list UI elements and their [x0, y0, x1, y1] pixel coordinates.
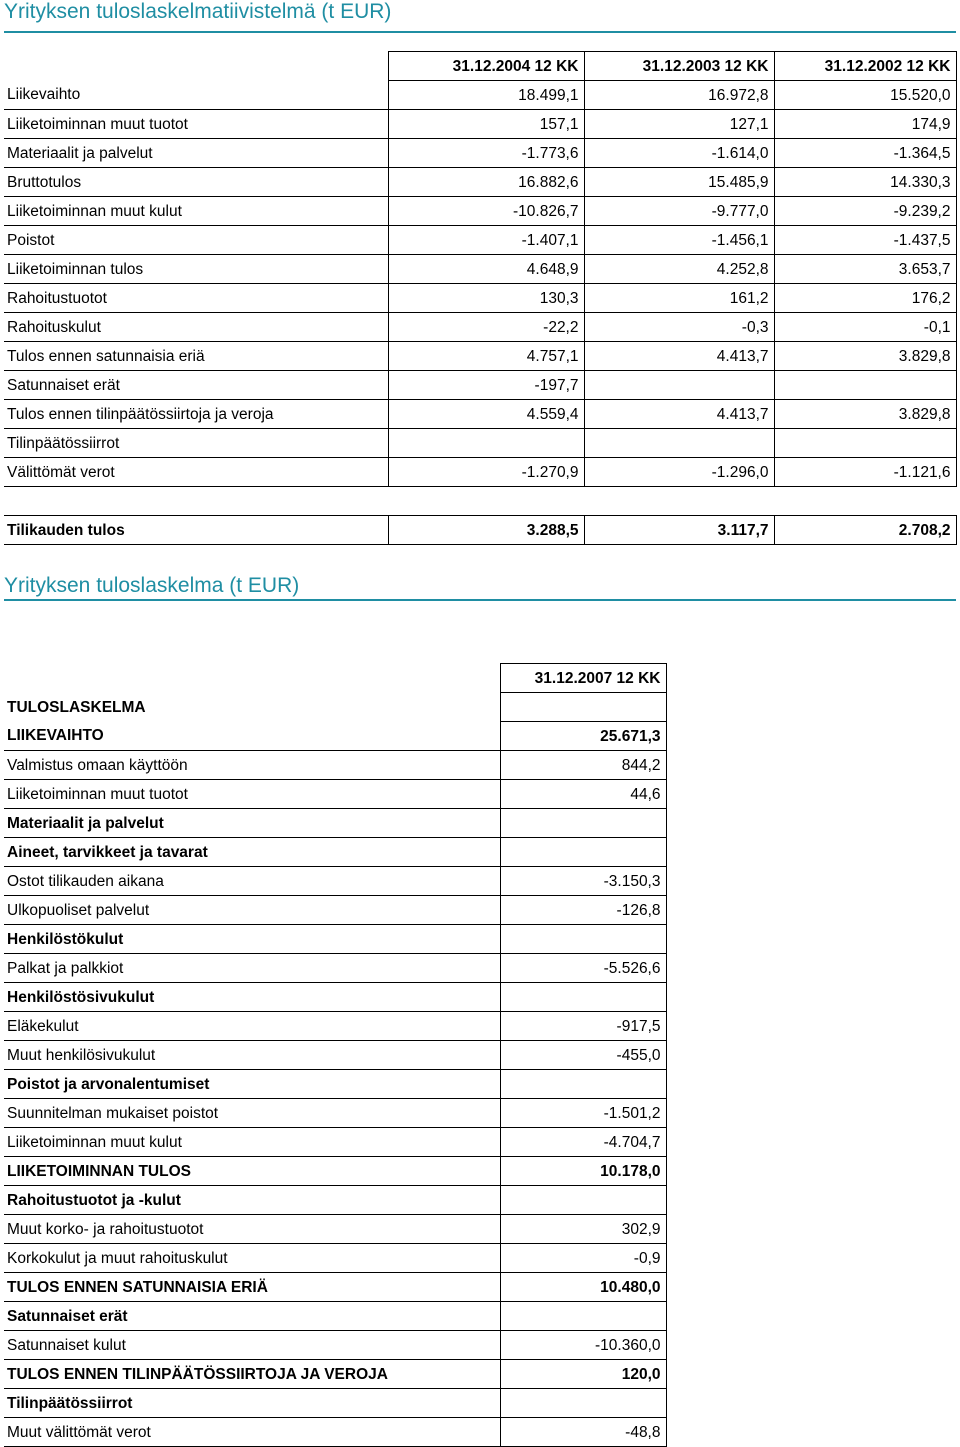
row-label: Ostot tilikauden aikana: [4, 867, 500, 896]
summary-row: [4, 197, 956, 226]
row-value: [500, 983, 666, 1012]
statement-row: [4, 722, 666, 751]
spacer-cell: [774, 487, 956, 516]
statement-row: [4, 1302, 666, 1331]
row-label: Liiketoiminnan muut kulut: [4, 1128, 500, 1157]
row-value: [584, 371, 774, 400]
row-value: -0,1: [774, 313, 956, 342]
summary-column-header: 31.12.2004 12 KK: [388, 52, 584, 81]
row-value: -1.614,0: [584, 139, 774, 168]
row-label: Liiketoiminnan muut kulut: [4, 197, 388, 226]
row-value: 161,2: [584, 284, 774, 313]
row-label: Valmistus omaan käyttöön: [4, 751, 500, 780]
row-label: Henkilöstökulut: [4, 925, 500, 954]
summary-column-header: 31.12.2002 12 KK: [774, 52, 956, 81]
row-label: Suunnitelman mukaiset poistot: [4, 1099, 500, 1128]
row-value: 44,6: [500, 780, 666, 809]
row-value: -1.121,6: [774, 458, 956, 487]
row-label: Poistot: [4, 226, 388, 255]
statement-row: [4, 925, 666, 954]
row-label: Muut korko- ja rahoitustuotot: [4, 1215, 500, 1244]
row-value: -9.239,2: [774, 197, 956, 226]
row-value: 176,2: [774, 284, 956, 313]
row-value: [500, 1070, 666, 1099]
statement-row: [4, 1273, 666, 1302]
row-value: [774, 429, 956, 458]
row-label: TULOS ENNEN SATUNNAISIA ERIÄ: [4, 1273, 500, 1302]
spacer-cell: [388, 487, 584, 516]
summary-row: [4, 313, 956, 342]
statement-row: [4, 954, 666, 983]
row-value: [388, 429, 584, 458]
statement-column-header: 31.12.2007 12 KK: [500, 664, 666, 693]
row-label: Palkat ja palkkiot: [4, 954, 500, 983]
row-value: 4.413,7: [584, 400, 774, 429]
row-label: Tilinpäätössiirrot: [4, 429, 388, 458]
statement-title: Yrityksen tuloslaskelma (t EUR): [4, 574, 300, 597]
row-value: [500, 1302, 666, 1331]
row-label: Satunnaiset erät: [4, 1302, 500, 1331]
row-value: 127,1: [584, 110, 774, 139]
spacer-cell: [584, 487, 774, 516]
statement-row: [4, 1186, 666, 1215]
row-value: 4.413,7: [584, 342, 774, 371]
row-value: 15.485,9: [584, 168, 774, 197]
row-value: [500, 838, 666, 867]
summary-row: [4, 168, 956, 197]
row-label: Rahoituskulut: [4, 313, 388, 342]
summary-spacer-row: [4, 487, 956, 516]
row-label: Henkilöstösivukulut: [4, 983, 500, 1012]
statement-row: [4, 1128, 666, 1157]
statement-table: [4, 663, 667, 1447]
statement-row: [4, 1360, 666, 1389]
row-value: -4.704,7: [500, 1128, 666, 1157]
row-value: 10.480,0: [500, 1273, 666, 1302]
summary-row: [4, 371, 956, 400]
row-value: [500, 809, 666, 838]
summary-row: [4, 429, 956, 458]
row-value: 4.757,1: [388, 342, 584, 371]
summary-row: [4, 81, 956, 110]
statement-title-rule: [4, 599, 956, 601]
row-label: Tulos ennen satunnaisia eriä: [4, 342, 388, 371]
row-value: 10.178,0: [500, 1157, 666, 1186]
statement-row: [4, 1331, 666, 1360]
row-value: -9.777,0: [584, 197, 774, 226]
summary-row: [4, 110, 956, 139]
row-label: Poistot ja arvonalentumiset: [4, 1070, 500, 1099]
row-label: Bruttotulos: [4, 168, 388, 197]
row-label: Eläkekulut: [4, 1012, 500, 1041]
row-value: -48,8: [500, 1418, 666, 1447]
statement-header-row: [4, 664, 666, 693]
row-value: 16.882,6: [388, 168, 584, 197]
row-value: -5.526,6: [500, 954, 666, 983]
row-value: [584, 429, 774, 458]
row-value: -1.773,6: [388, 139, 584, 168]
statement-row: [4, 1418, 666, 1447]
row-value: -455,0: [500, 1041, 666, 1070]
statement-row: [4, 693, 666, 722]
row-label: Liikevaihto: [4, 81, 388, 110]
total-label: Tilikauden tulos: [4, 516, 388, 545]
summary-column-header: 31.12.2003 12 KK: [584, 52, 774, 81]
row-label: Satunnaiset kulut: [4, 1331, 500, 1360]
row-label: Muut välittömät verot: [4, 1418, 500, 1447]
row-value: 3.829,8: [774, 400, 956, 429]
row-label: Satunnaiset erät: [4, 371, 388, 400]
summary-header-row: [4, 52, 956, 81]
row-value: 4.648,9: [388, 255, 584, 284]
summary-row: [4, 342, 956, 371]
summary-title: Yrityksen tuloslaskelmatiivistelmä (t EUR): [4, 0, 392, 23]
row-value: -10.360,0: [500, 1331, 666, 1360]
statement-row: [4, 1041, 666, 1070]
row-value: 4.252,8: [584, 255, 774, 284]
summary-row: [4, 284, 956, 313]
statement-row: [4, 896, 666, 925]
total-value: 2.708,2: [774, 516, 956, 545]
row-value: 15.520,0: [774, 81, 956, 110]
row-value: -3.150,3: [500, 867, 666, 896]
statement-row: [4, 838, 666, 867]
row-label: Muut henkilösivukulut: [4, 1041, 500, 1070]
row-value: [500, 1389, 666, 1418]
statement-row: [4, 780, 666, 809]
row-value: [774, 371, 956, 400]
row-value: 25.671,3: [500, 722, 666, 751]
row-value: -1.407,1: [388, 226, 584, 255]
row-value: 157,1: [388, 110, 584, 139]
statement-row: [4, 1099, 666, 1128]
row-value: 130,3: [388, 284, 584, 313]
row-value: -1.364,5: [774, 139, 956, 168]
statement-row: [4, 1389, 666, 1418]
statement-row: [4, 1215, 666, 1244]
row-value: 302,9: [500, 1215, 666, 1244]
statement-row: [4, 1244, 666, 1273]
row-label: LIIKEVAIHTO: [4, 722, 500, 751]
row-value: [500, 1186, 666, 1215]
row-value: 120,0: [500, 1360, 666, 1389]
row-value: -917,5: [500, 1012, 666, 1041]
row-value: -0,3: [584, 313, 774, 342]
total-value: 3.288,5: [388, 516, 584, 545]
row-value: -22,2: [388, 313, 584, 342]
row-value: -126,8: [500, 896, 666, 925]
summary-row: [4, 400, 956, 429]
row-value: [500, 925, 666, 954]
statement-header-blank: [4, 664, 500, 693]
row-label: Materiaalit ja palvelut: [4, 809, 500, 838]
row-label: Tilinpäätössiirrot: [4, 1389, 500, 1418]
row-value: -0,9: [500, 1244, 666, 1273]
statement-row: [4, 867, 666, 896]
row-value: -1.437,5: [774, 226, 956, 255]
total-value: 3.117,7: [584, 516, 774, 545]
statement-row: [4, 1157, 666, 1186]
row-value: -197,7: [388, 371, 584, 400]
summary-row: [4, 458, 956, 487]
statement-row: [4, 809, 666, 838]
row-label: Rahoitustuotot ja -kulut: [4, 1186, 500, 1215]
row-label: Rahoitustuotot: [4, 284, 388, 313]
row-value: -1.270,9: [388, 458, 584, 487]
row-value: 16.972,8: [584, 81, 774, 110]
row-label: Liiketoiminnan muut tuotot: [4, 780, 500, 809]
summary-header-blank: [4, 52, 388, 81]
spacer-cell: [4, 487, 388, 516]
row-label: Välittömät verot: [4, 458, 388, 487]
row-value: 3.829,8: [774, 342, 956, 371]
summary-table: [4, 51, 957, 545]
row-value: -1.501,2: [500, 1099, 666, 1128]
row-label: Liiketoiminnan muut tuotot: [4, 110, 388, 139]
row-label: Korkokulut ja muut rahoituskulut: [4, 1244, 500, 1273]
row-label: LIIKETOIMINNAN TULOS: [4, 1157, 500, 1186]
row-value: -1.456,1: [584, 226, 774, 255]
row-label: TULOSLASKELMA: [7, 698, 146, 716]
statement-row: [4, 751, 666, 780]
row-value: 4.559,4: [388, 400, 584, 429]
summary-total-row: [4, 516, 956, 545]
summary-title-rule: [4, 31, 956, 33]
row-value: 844,2: [500, 751, 666, 780]
statement-row: [4, 1070, 666, 1099]
summary-row: [4, 139, 956, 168]
row-label: Materiaalit ja palvelut: [4, 139, 388, 168]
row-value: 18.499,1: [388, 81, 584, 110]
summary-row: [4, 226, 956, 255]
row-value: 3.653,7: [774, 255, 956, 284]
row-value: 174,9: [774, 110, 956, 139]
row-label: Tulos ennen tilinpäätössiirtoja ja veroja: [4, 400, 388, 429]
row-value: [500, 693, 666, 722]
statement-row: [4, 1012, 666, 1041]
statement-row: [4, 983, 666, 1012]
summary-row: [4, 255, 956, 284]
row-value: 14.330,3: [774, 168, 956, 197]
row-label: Ulkopuoliset palvelut: [4, 896, 500, 925]
row-label: Liiketoiminnan tulos: [4, 255, 388, 284]
row-label: TULOS ENNEN TILINPÄÄTÖSSIIRTOJA JA VEROJA: [4, 1360, 500, 1389]
row-label: Aineet, tarvikkeet ja tavarat: [4, 838, 500, 867]
row-value: -1.296,0: [584, 458, 774, 487]
row-value: -10.826,7: [388, 197, 584, 226]
